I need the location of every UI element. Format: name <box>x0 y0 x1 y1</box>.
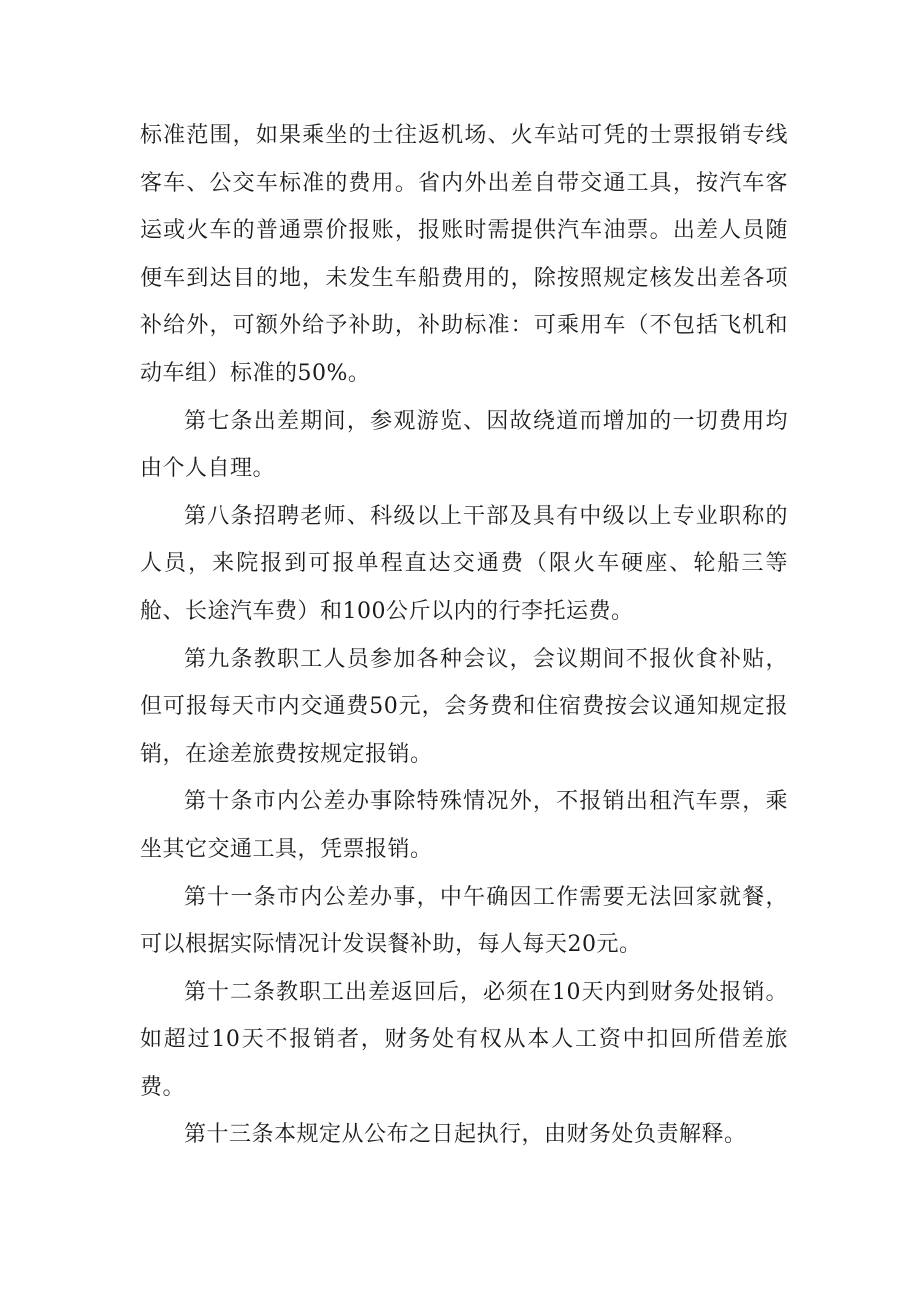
paragraph-article-12: 第十二条教职工出差返回后，必须在10天内到财务处报销。如超过10天不报销者，财务处有权从本人工资中扣回所借差旅费。 <box>140 979 788 1100</box>
document-page <box>140 112 788 1159</box>
paragraph-article-13: 第十三条本规定从公布之日起执行，由财务处负责解释。 <box>184 1122 747 1148</box>
paragraph-continuation: 标准范围，如果乘坐的士往返机场、火车站可凭的士票报销专线客车、公交车标准的费用。省内外出差自带交通工具，按汽车客运或火车的普通票价报账，报账时需提供汽车油票。出差人员随便车到达目的地，未发生车船费用的，除按照规定核发出差各项补给外，可额外给予补助，补助标准：可乘用车（不包括飞机和动车组）标准的50%。 <box>140 123 788 386</box>
paragraph-article-8: 第八条招聘老师、科级以上干部及具有中级以上专业职称的人员，来院报到可报单程直达交通费（限火车硬座、轮船三等舱、长途汽车费）和100公斤以内的行李托运费。 <box>140 503 788 624</box>
paragraph-article-11: 第十一条市内公差办事，中午确因工作需要无法回家就餐，可以根据实际情况计发误餐补助，每人每天20元。 <box>140 884 788 958</box>
paragraph-article-9: 第九条教职工人员参加各种会议，会议期间不报伙食补贴，但可报每天市内交通费50元，会务费和住宿费按会议通知规定报销，在途差旅费按规定报销。 <box>140 646 788 767</box>
paragraph-article-7: 第七条出差期间，参观游览、因故绕道而增加的一切费用均由个人自理。 <box>140 408 788 482</box>
paragraph-article-10: 第十条市内公差办事除特殊情况外，不报销出租汽车票，乘坐其它交通工具，凭票报销。 <box>140 789 788 862</box>
